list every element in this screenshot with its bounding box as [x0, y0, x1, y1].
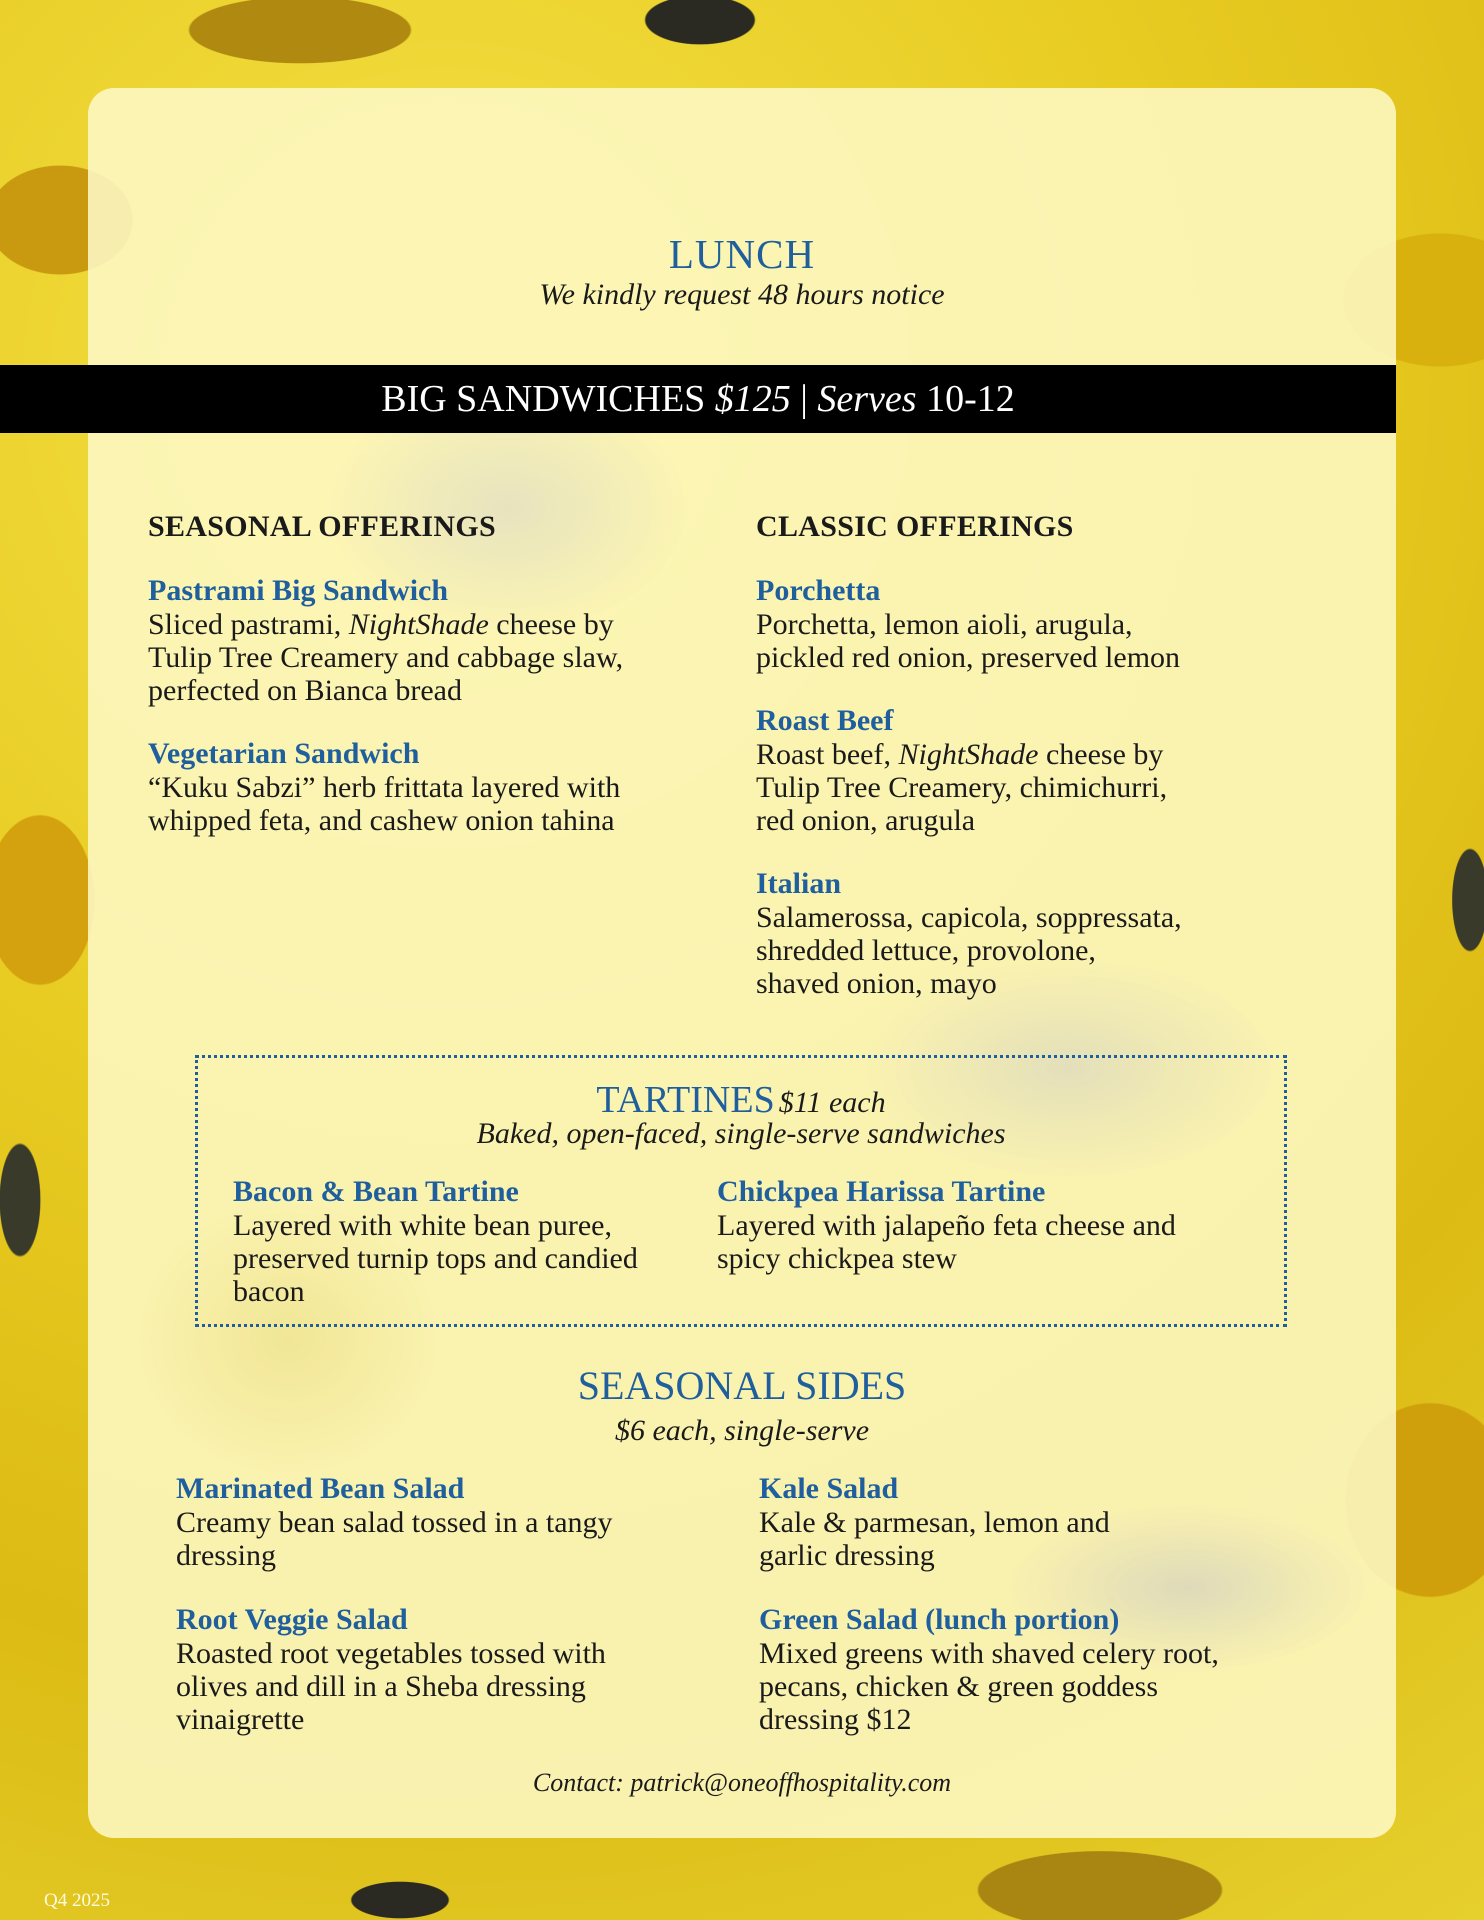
item-description [176, 1637, 736, 1736]
item-name: Roast Beef [756, 704, 894, 737]
desc-text: cheese by [488, 608, 614, 641]
menu-item [148, 574, 708, 707]
desc-line: shaved onion, mayo [756, 967, 997, 1000]
tartines-subtitle: Baked, open-faced, single-serve sandwiches [476, 1117, 1006, 1150]
menu-item [717, 1175, 1257, 1275]
item-description [176, 1506, 736, 1572]
item-description [756, 608, 1316, 674]
desc-line: dressing [176, 1539, 276, 1572]
item-name: Kale Salad [759, 1472, 899, 1505]
menu-item [756, 574, 1316, 674]
menu-item [148, 737, 708, 837]
desc-line: Layered with white bean puree, [233, 1209, 612, 1242]
desc-line: whipped feta, and cashew onion tahina [148, 804, 615, 837]
classic-heading: CLASSIC OFFERINGS [756, 510, 1074, 543]
menu-item [759, 1472, 1319, 1572]
banner-name: BIG SANDWICHES [381, 378, 706, 420]
item-description [759, 1637, 1339, 1736]
menu-item [233, 1175, 703, 1308]
banner-serves-label: Serves [817, 378, 917, 420]
item-description [233, 1209, 703, 1308]
menu-item [756, 867, 1316, 1000]
footer-tag: Q4 2025 [44, 1890, 110, 1911]
menu-item [176, 1472, 736, 1572]
desc-line: perfected on Bianca bread [148, 674, 462, 707]
desc-text: cheese by [1038, 738, 1164, 771]
desc-line: vinaigrette [176, 1703, 305, 1736]
desc-line: Layered with jalapeño feta cheese and [717, 1209, 1176, 1242]
desc-line: garlic dressing [759, 1539, 935, 1572]
item-name: Marinated Bean Salad [176, 1472, 465, 1505]
desc-line: olives and dill in a Sheba dressing [176, 1670, 586, 1703]
item-description [717, 1209, 1257, 1275]
tartines-title: TARTINES [596, 1079, 775, 1121]
desc-line: dressing $12 [759, 1703, 912, 1736]
item-name: Bacon & Bean Tartine [233, 1175, 519, 1208]
desc-text: Roast beef, [756, 738, 899, 771]
desc-line: bacon [233, 1275, 305, 1308]
desc-line: spicy chickpea stew [717, 1242, 957, 1275]
desc-line: “Kuku Sabzi” herb frittata layered with [148, 771, 621, 804]
desc-line: red onion, arugula [756, 804, 976, 837]
desc-line: shredded lettuce, provolone, [756, 934, 1096, 967]
contact-line: Contact: patrick@oneoffhospitality.com [532, 1768, 952, 1797]
item-description [756, 901, 1316, 1000]
desc-line: Porchetta, lemon aioli, arugula, [756, 608, 1133, 641]
desc-emphasis: NightShade [348, 608, 489, 641]
page-title: LUNCH [668, 231, 816, 277]
desc-line: Salamerossa, capicola, soppressata, [756, 901, 1182, 934]
desc-line: pickled red onion, preserved lemon [756, 641, 1181, 674]
desc-line: Roasted root vegetables tossed with [176, 1637, 606, 1670]
desc-line: Tulip Tree Creamery, chimichurri, [756, 771, 1168, 804]
item-name: Italian [756, 867, 842, 900]
item-description [756, 738, 1316, 837]
item-name: Root Veggie Salad [176, 1603, 408, 1636]
item-name: Porchetta [756, 574, 881, 607]
banner-separator: | [800, 378, 808, 420]
big-sandwiches-banner [0, 365, 1396, 433]
sides-subtitle: $6 each, single-serve [614, 1414, 870, 1447]
desc-line: Tulip Tree Creamery and cabbage slaw, [148, 641, 624, 674]
seasonal-offerings-column [148, 510, 708, 837]
menu-item [756, 704, 1316, 837]
desc-line: Mixed greens with shaved celery root, [759, 1637, 1219, 1670]
menu-item [176, 1603, 736, 1736]
sides-title: SEASONAL SIDES [577, 1363, 907, 1408]
desc-line: Kale & parmesan, lemon and [759, 1506, 1110, 1539]
tartines-price: $11 each [778, 1086, 886, 1119]
menu-item [759, 1603, 1339, 1736]
seasonal-heading: SEASONAL OFFERINGS [148, 510, 496, 543]
item-name: Chickpea Harissa Tartine [717, 1175, 1046, 1208]
desc-line: Creamy bean salad tossed in a tangy [176, 1506, 613, 1539]
desc-emphasis: NightShade [898, 738, 1039, 771]
banner-serves-count: 10-12 [926, 378, 1015, 420]
notice-text: We kindly request 48 hours notice [539, 278, 945, 311]
item-description [148, 771, 708, 837]
classic-offerings-column [756, 510, 1316, 1000]
item-name: Green Salad (lunch portion) [759, 1603, 1120, 1636]
desc-line: pecans, chicken & green goddess [759, 1670, 1159, 1703]
desc-line: preserved turnip tops and candied [233, 1242, 638, 1275]
tartines-header [195, 1078, 1287, 1122]
item-name: Vegetarian Sandwich [148, 737, 420, 770]
desc-text: Sliced pastrami, [148, 608, 349, 641]
banner-price: $125 [714, 378, 791, 420]
item-description [148, 608, 708, 707]
item-description [759, 1506, 1319, 1572]
item-name: Pastrami Big Sandwich [148, 574, 449, 607]
